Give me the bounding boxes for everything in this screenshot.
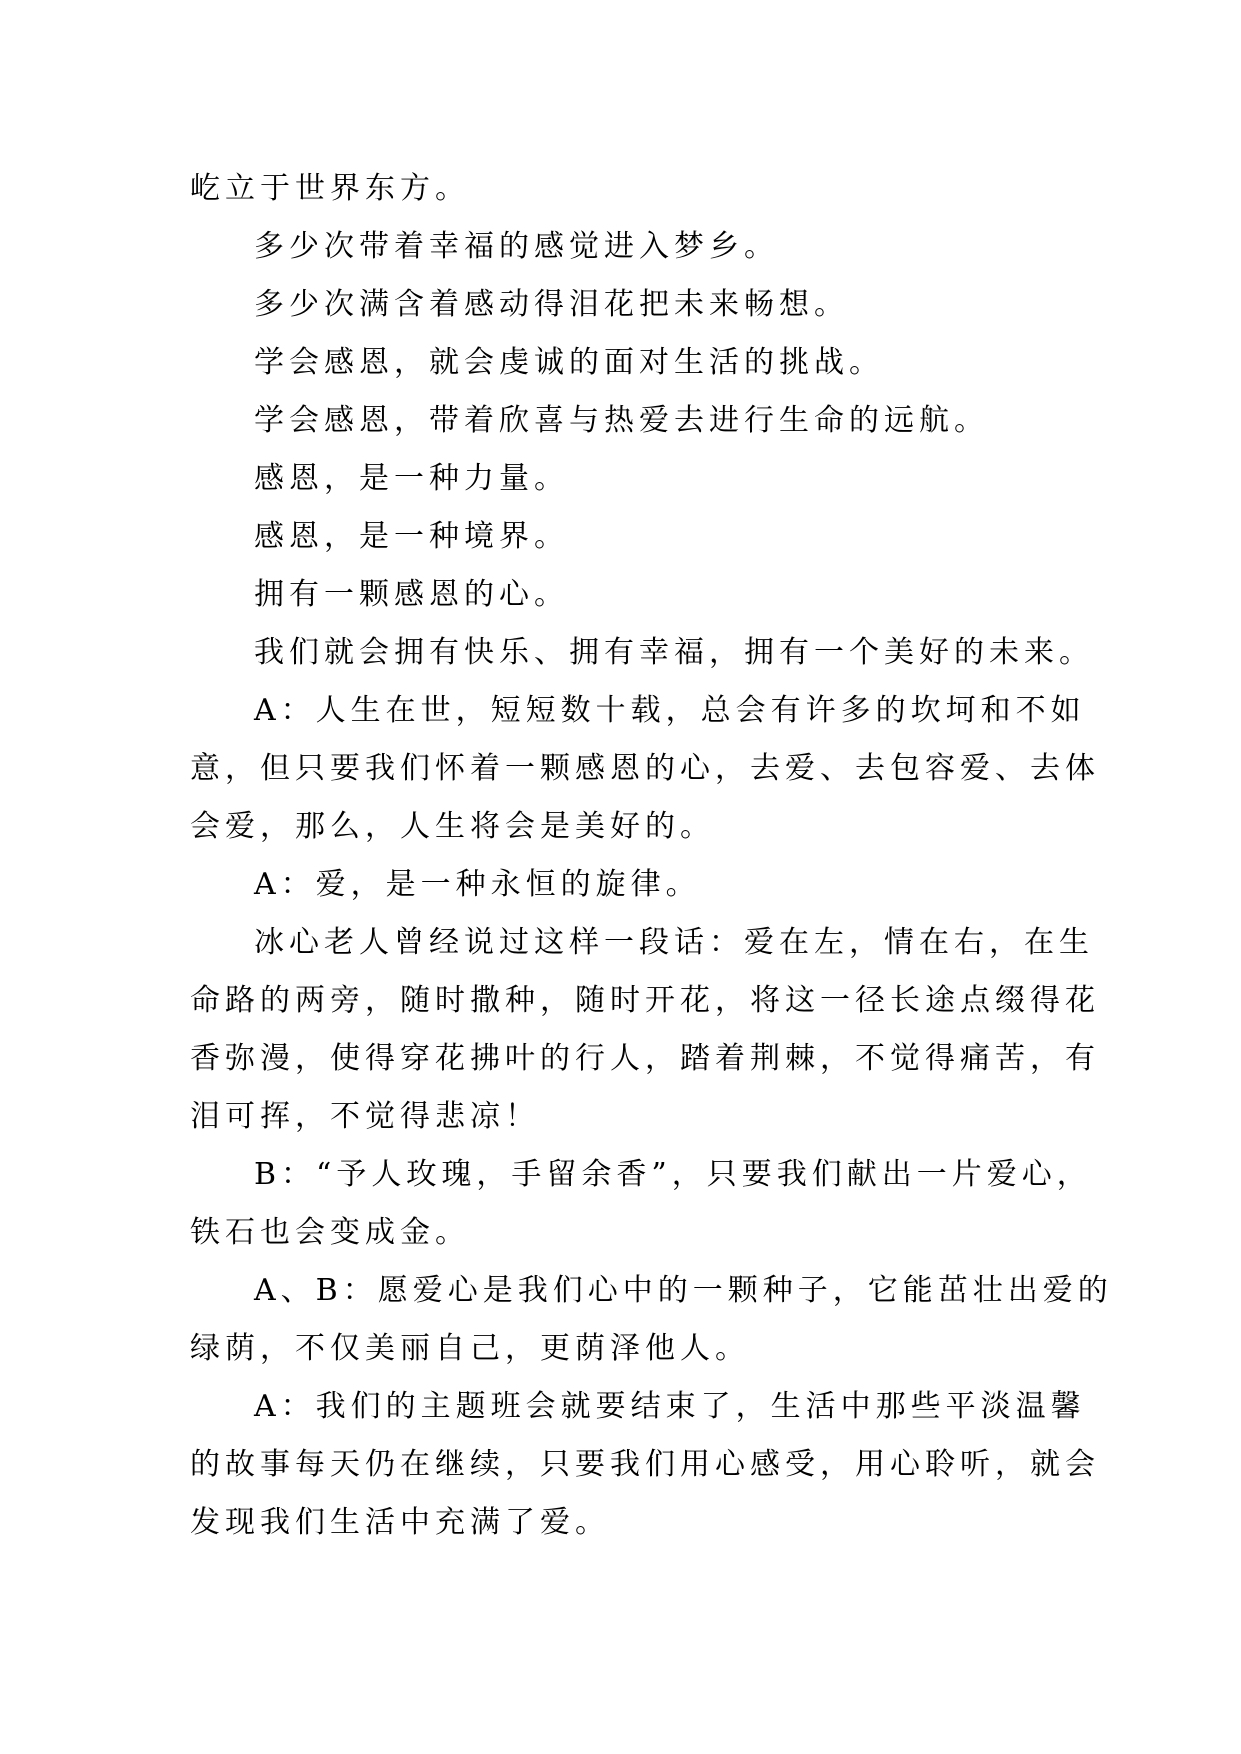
text-line-18: B：“予人玫瑰，手留余香”，只要我们献出一片爱心， [254,1157,1092,1192]
text-line-12: 会爱，那么，人生将会是美好的。 [190,809,715,844]
text-line-16: 香弥漫，使得穿花拂叶的行人，踏着荆棘，不觉得痛苦，有 [190,1041,1100,1076]
document-body [190,160,1113,1552]
text-line-3: 多少次满含着感动得泪花把未来畅想。 [254,287,849,322]
text-line-11: 意，但只要我们怀着一颗感恩的心，去爱、去包容爱、去体 [190,751,1100,786]
text-line-4: 学会感恩，就会虔诚的面对生活的挑战。 [254,345,884,380]
text-line-8: 拥有一颗感恩的心。 [254,577,569,612]
text-line-14: 冰心老人曾经说过这样一段话：爱在左，情在右，在生 [254,925,1094,960]
text-line-20: A、B：愿爱心是我们心中的一颗种子，它能茁壮出爱的 [254,1273,1113,1308]
text-line-23: 的故事每天仍在继续，只要我们用心感受，用心聆听，就会 [190,1447,1100,1482]
text-line-6: 感恩，是一种力量。 [254,461,569,496]
text-line-24: 发现我们生活中充满了爱。 [190,1505,610,1540]
text-line-19: 铁石也会变成金。 [190,1215,470,1250]
text-line-5: 学会感恩，带着欣喜与热爱去进行生命的远航。 [254,403,989,438]
text-line-7: 感恩，是一种境界。 [254,519,569,554]
text-line-9: 我们就会拥有快乐、拥有幸福，拥有一个美好的未来。 [254,635,1094,670]
text-line-13: A：爱，是一种永恒的旋律。 [254,867,701,902]
text-line-22: A：我们的主题班会就要结束了，生活中那些平淡温馨 [254,1389,1086,1424]
text-line-21: 绿荫，不仅美丽自己，更荫泽他人。 [190,1331,750,1366]
text-line-2: 多少次带着幸福的感觉进入梦乡。 [254,229,779,264]
text-line-17: 泪可挥，不觉得悲凉！ [190,1099,540,1134]
text-line-10: A：人生在世，短短数十载，总会有许多的坎坷和不如 [254,693,1086,728]
text-line-15: 命路的两旁，随时撒种，随时开花，将这一径长途点缀得花 [190,983,1100,1018]
text-line-1: 屹立于世界东方。 [190,171,470,206]
